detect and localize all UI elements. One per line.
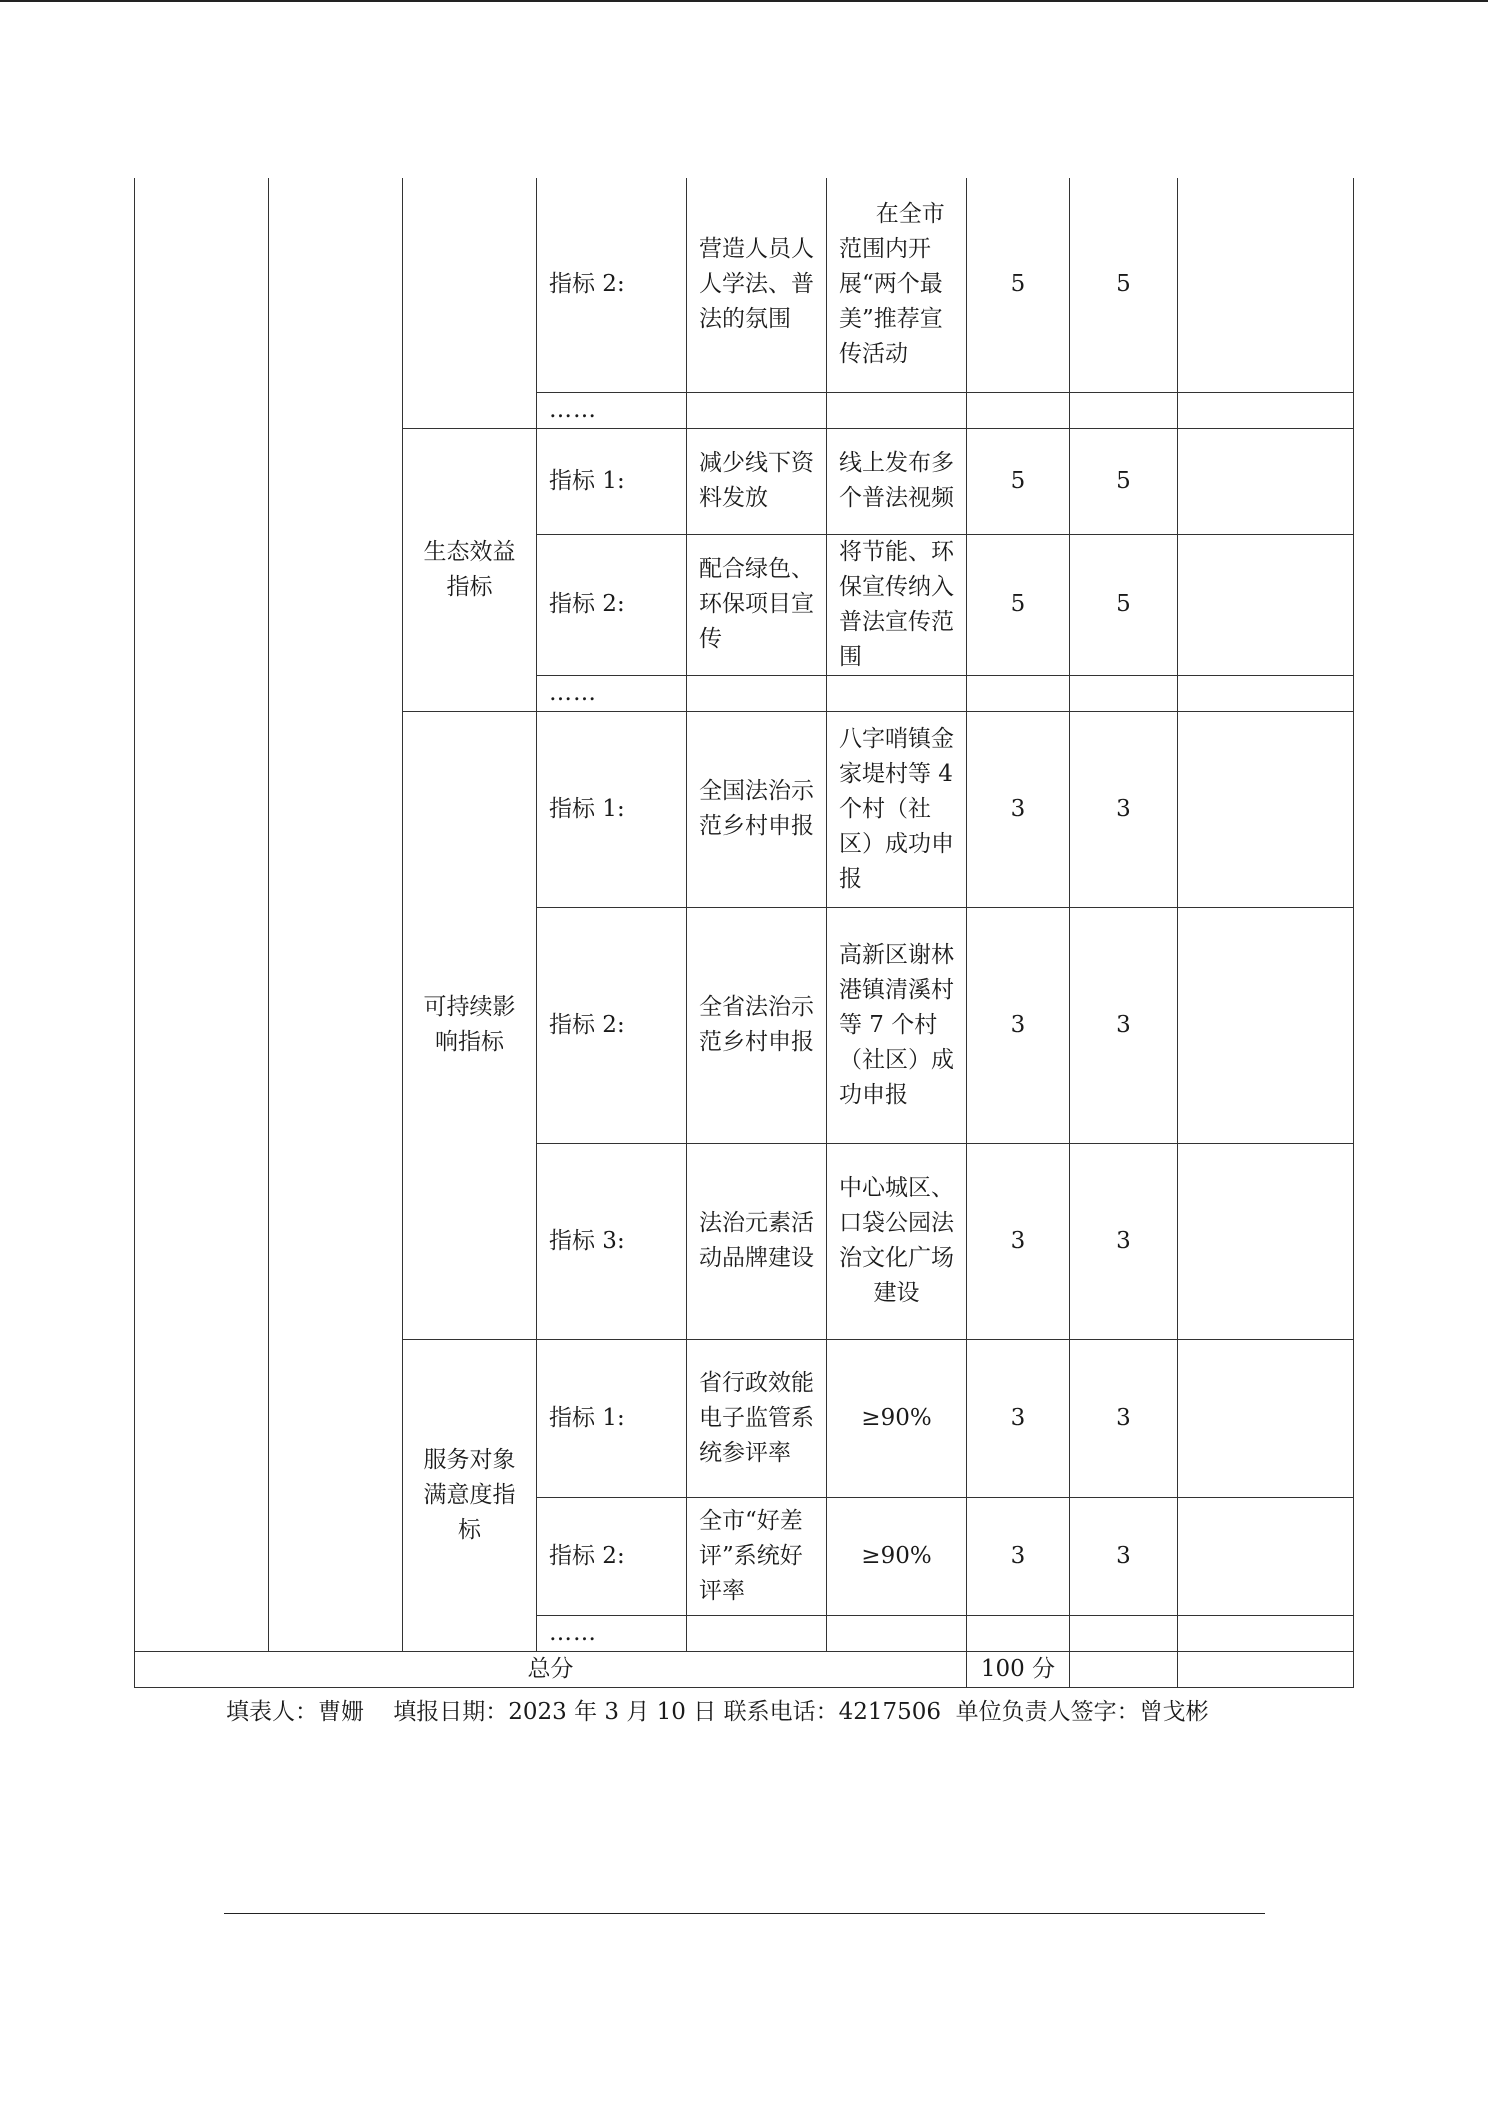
index-label: 指标 2: — [537, 178, 687, 392]
level3-cell — [403, 178, 537, 428]
level3-cell: 生态效益指标 — [403, 428, 537, 711]
indicator-content: 省行政效能电子监管系统参评率 — [687, 1339, 827, 1497]
score-value — [1070, 675, 1178, 711]
score-value: 3 — [1070, 907, 1178, 1143]
filler-name: 填表人：曹姗 — [226, 1699, 364, 1725]
total-row — [135, 1651, 1354, 1687]
indicator-target: 在全市范围内开展“两个最美”推荐宣传活动 — [827, 178, 967, 392]
remark-cell — [1178, 711, 1354, 907]
page-top-border — [0, 0, 1488, 2]
weight-value: 5 — [967, 178, 1070, 392]
score-value: 3 — [1070, 1497, 1178, 1615]
indicator-target — [827, 392, 967, 428]
index-label: …… — [537, 392, 687, 428]
remark-cell — [1178, 1615, 1354, 1651]
level2-cell — [269, 178, 403, 1651]
indicator-target: ≥90% — [827, 1339, 967, 1497]
indicator-target: 中心城区、口袋公园法治文化广场建设 — [827, 1143, 967, 1339]
indicator-content: 全省法治示范乡村申报 — [687, 907, 827, 1143]
indicator-target: 高新区谢林港镇清溪村等 7 个村（社区）成功申报 — [827, 907, 967, 1143]
footnote-divider — [224, 1913, 1265, 1914]
fill-date: 填报日期：2023 年 3 月 10 日 — [393, 1699, 717, 1725]
index-label: 指标 1: — [537, 428, 687, 534]
indicator-content — [687, 675, 827, 711]
total-weight: 100 分 — [967, 1651, 1070, 1687]
remark-cell — [1178, 428, 1354, 534]
weight-value: 3 — [967, 711, 1070, 907]
score-value: 3 — [1070, 1339, 1178, 1497]
index-label: …… — [537, 1615, 687, 1651]
indicator-target — [827, 675, 967, 711]
indicator-content: 配合绿色、环保项目宣传 — [687, 534, 827, 675]
score-value: 5 — [1070, 428, 1178, 534]
indicator-target — [827, 1615, 967, 1651]
score-value — [1070, 1615, 1178, 1651]
signature-line: 单位负责人签字：曾戈彬 — [955, 1699, 1209, 1725]
weight-value — [967, 675, 1070, 711]
remark-cell — [1178, 1339, 1354, 1497]
indicator-content — [687, 1615, 827, 1651]
contact-phone: 联系电话：4217506 — [723, 1699, 941, 1725]
indicator-target: 将节能、环保宣传纳入普法宣传范围 — [827, 534, 967, 675]
score-value: 5 — [1070, 178, 1178, 392]
remark-cell — [1178, 907, 1354, 1143]
weight-value: 3 — [967, 907, 1070, 1143]
total-score — [1070, 1651, 1178, 1687]
remark-cell — [1178, 534, 1354, 675]
index-label: 指标 1: — [537, 1339, 687, 1497]
indicator-target: ≥90% — [827, 1497, 967, 1615]
indicator-content: 营造人员人人学法、普法的氛围 — [687, 178, 827, 392]
remark-cell — [1178, 392, 1354, 428]
score-value: 3 — [1070, 711, 1178, 907]
performance-indicator-table — [134, 178, 1354, 1688]
level3-cell: 服务对象满意度指标 — [403, 1339, 537, 1651]
weight-value: 3 — [967, 1497, 1070, 1615]
indicator-content: 法治元素活动品牌建设 — [687, 1143, 827, 1339]
index-label: 指标 2: — [537, 1497, 687, 1615]
weight-value: 3 — [967, 1339, 1070, 1497]
indicator-content — [687, 392, 827, 428]
remark-cell — [1178, 1497, 1354, 1615]
index-label: …… — [537, 675, 687, 711]
index-label: 指标 3: — [537, 1143, 687, 1339]
table-row — [135, 178, 1354, 392]
score-value: 3 — [1070, 1143, 1178, 1339]
score-value: 5 — [1070, 534, 1178, 675]
remark-cell — [1178, 178, 1354, 392]
level1-cell — [135, 178, 269, 1651]
weight-value — [967, 392, 1070, 428]
score-value — [1070, 392, 1178, 428]
weight-value: 5 — [967, 534, 1070, 675]
indicator-content: 全市“好差评”系统好评率 — [687, 1497, 827, 1615]
index-label: 指标 2: — [537, 907, 687, 1143]
index-label: 指标 1: — [537, 711, 687, 907]
remark-cell — [1178, 675, 1354, 711]
weight-value: 3 — [967, 1143, 1070, 1339]
indicator-target: 八字哨镇金家堤村等 4 个村（社区）成功申报 — [827, 711, 967, 907]
weight-value — [967, 1615, 1070, 1651]
weight-value: 5 — [967, 428, 1070, 534]
indicator-content: 全国法治示范乡村申报 — [687, 711, 827, 907]
index-label: 指标 2: — [537, 534, 687, 675]
level3-cell: 可持续影响指标 — [403, 711, 537, 1339]
total-remark — [1178, 1651, 1354, 1687]
remark-cell — [1178, 1143, 1354, 1339]
form-footer — [226, 1693, 1209, 1726]
indicator-content: 减少线下资料发放 — [687, 428, 827, 534]
indicator-target: 线上发布多个普法视频 — [827, 428, 967, 534]
total-label: 总分 — [135, 1651, 967, 1687]
